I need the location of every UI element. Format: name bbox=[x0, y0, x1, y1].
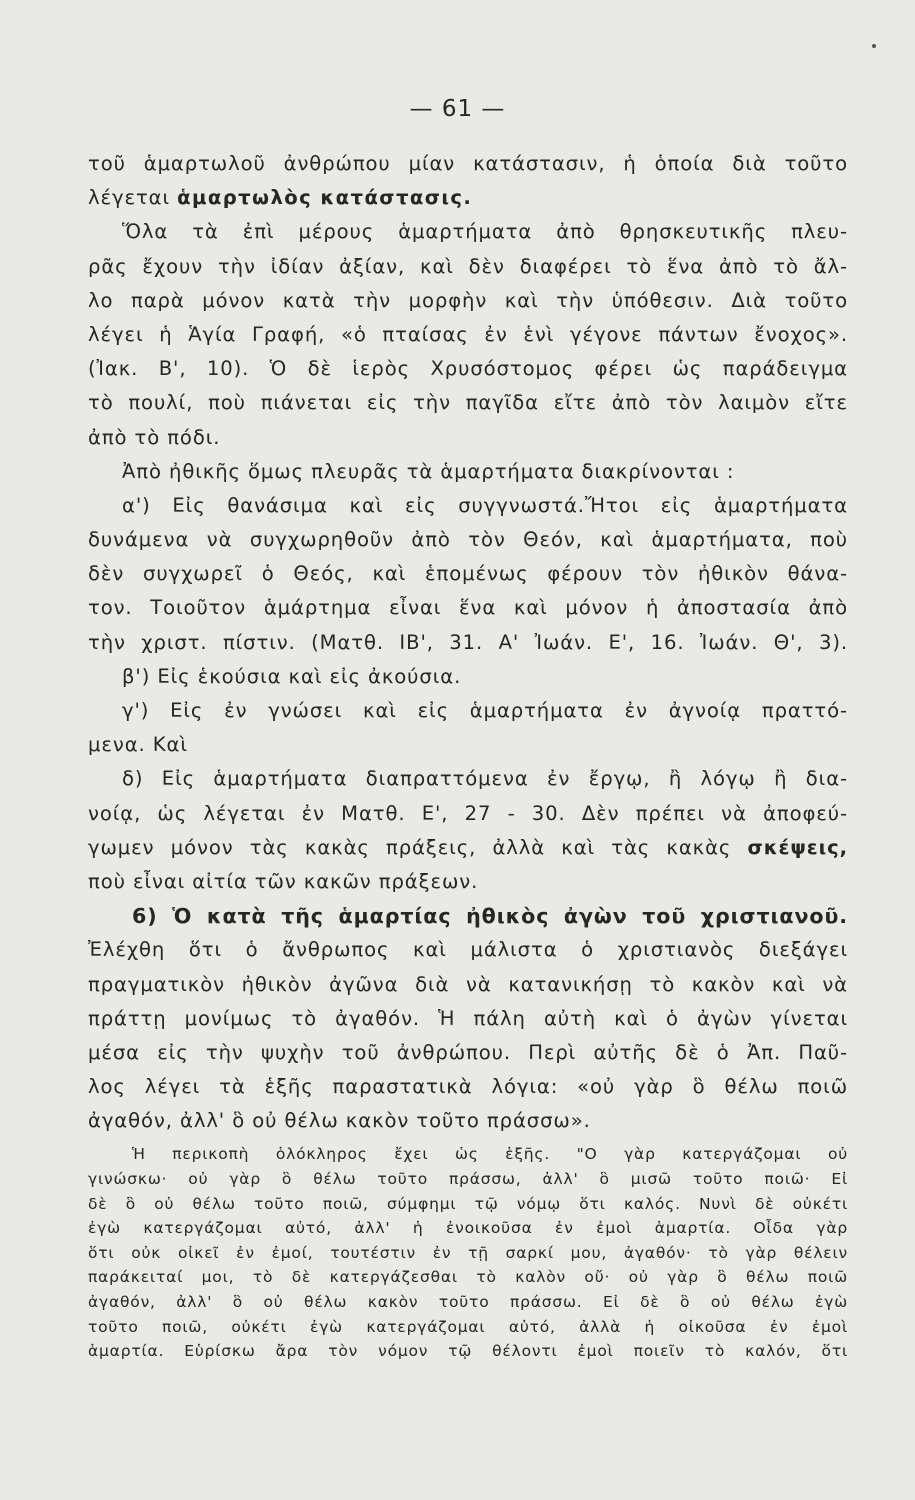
text-line: μέσα εἰς τὴν ψυχὴν τοῦ ἀνθρώπου. Περὶ αὐτῆς δὲ ὁ Ἀπ. Παῦ- bbox=[88, 1040, 848, 1064]
text-line: τὸ πουλί, ποὺ πιάνεται εἰς τὴν παγῖδα εἴτε ἀπὸ τὸν λαιμὸν εἴτε bbox=[88, 391, 848, 415]
list-item-line: β') Εἰς ἑκούσια καὶ εἰς ἀκούσια. bbox=[122, 664, 462, 688]
page-number: — 61 — bbox=[409, 96, 506, 122]
list-item-line: δ) Εἰς ἁμαρτήματα διαπραττόμενα ἐν ἔργῳ, ἢ λόγῳ ἢ δια- bbox=[122, 767, 848, 791]
list-item-line: γ') Εἰς ἐν γνώσει καὶ εἰς ἁμαρτήματα ἐν ἀγνοίᾳ πραττό- bbox=[122, 699, 848, 722]
text-fragment: γωμεν μόνον τὰς κακὰς πράξεις, ἀλλὰ καὶ τὰς κακὰς bbox=[88, 835, 748, 859]
footnote-line: ἀγαθόν, ἀλλ' ὃ οὐ θέλω κακὸν τοῦτο πράσσω. Εἰ δὲ ὃ οὐ θέλω ἐγὼ bbox=[88, 1293, 848, 1311]
bold-term: σκέψεις, bbox=[747, 835, 848, 859]
section-heading: 6) Ὁ κατὰ τῆς ἁμαρτίας ἠθικὸς ἀγὼν τοῦ χριστιανοῦ. bbox=[132, 904, 848, 929]
text-line: ρᾶς ἔχουν τὴν ἰδίαν ἀξίαν, καὶ δὲν διαφέρει τὸ ἕνα ἀπὸ τὸ ἄλ- bbox=[88, 254, 848, 278]
text-line: δὲν συγχωρεῖ ὁ Θεός, καὶ ἑπομένως φέρουν τὸν ἠθικὸν θάνα- bbox=[88, 562, 848, 586]
footnote-line: ἐγὼ κατεργάζομαι αὐτό, ἀλλ' ἡ ἐνοικοῦσα ἐν ἐμοὶ ἁμαρτία. Οἶδα γὰρ bbox=[88, 1219, 848, 1238]
text-line: νοίᾳ, ὡς λέγεται ἐν Ματθ. Ε', 27 - 30. Δὲν πρέπει νὰ ἀποφεύ- bbox=[88, 801, 848, 825]
text-line: λος λέγει τὰ ἑξῆς παραστατικὰ λόγια: «οὐ γὰρ ὃ θέλω ποιῶ bbox=[88, 1075, 848, 1099]
text-line: ἀγαθόν, ἀλλ' ὃ οὐ θέλω κακὸν τοῦτο πράσσω». bbox=[88, 1109, 591, 1133]
footnote bbox=[88, 1142, 848, 1363]
text-line: ἀπὸ τὸ πόδι. bbox=[88, 425, 221, 449]
bold-term: ἁμαρτωλὸς κατάστασις. bbox=[177, 186, 473, 210]
text-line: λέγει ἡ Ἁγία Γραφή, «ὁ πταίσας ἐν ἑνὶ γέγονε πάντων ἔνοχος». bbox=[88, 322, 848, 346]
main-text bbox=[88, 147, 848, 1364]
footnote-line: γινώσκω· οὐ γὰρ ὃ θέλω τοῦτο πράσσω, ἀλλ' ὃ μισῶ τοῦτο ποιῶ· Εἰ bbox=[88, 1170, 848, 1189]
text-line: πραγματικὸν ἠθικὸν ἀγῶνα διὰ νὰ κατανικήσῃ τὸ κακὸν καὶ νὰ bbox=[88, 972, 848, 996]
text-line: λο παρὰ μόνον κατὰ τὴν μορφὴν καὶ τὴν ὑπόθεσιν. Διὰ τοῦτο bbox=[88, 288, 848, 312]
footnote-line: ὅτι οὐκ οἰκεῖ ἐν ἐμοί, τουτέστιν ἐν τῇ σαρκί μου, ἀγαθόν· τὸ γὰρ θέλειν bbox=[88, 1243, 848, 1262]
footnote-line: τοῦτο ποιῶ, οὐκέτι ἐγὼ κατεργάζομαι αὐτό, ἀλλὰ ἡ οἰκοῦσα ἐν ἐμοὶ bbox=[88, 1317, 848, 1336]
text-line: τον. Τοιοῦτον ἁμάρτημα εἶναι ἕνα καὶ μόνον ἡ ἀποστασία ἀπὸ bbox=[88, 596, 848, 620]
text-line bbox=[88, 831, 848, 865]
text-fragment: λέγεται bbox=[88, 186, 178, 210]
text-line: μενα. Καὶ bbox=[88, 733, 188, 757]
footnote-line: δὲ ὃ οὐ θέλω τοῦτο ποιῶ, σύμφημι τῷ νόμῳ ὅτι καλός. Νυνὶ δὲ οὐκέτι bbox=[88, 1194, 848, 1213]
footnote-line: Ἡ περικοπὴ ὁλόκληρος ἔχει ὡς ἑξῆς. "Ο γὰρ κατεργάζομαι οὐ bbox=[132, 1145, 848, 1164]
text-line: Ἐλέχθη ὅτι ὁ ἄνθρωπος καὶ μάλιστα ὁ χριστιανὸς διεξάγει bbox=[88, 938, 848, 962]
text-line: τὴν χριστ. πίστιν. (Ματθ. ΙΒ', 31. Α' Ἰωάν. Ε', 16. Ἰωάν. Θ', 3). bbox=[88, 630, 848, 654]
paragraph-start-line: Ἀπὸ ἠθικῆς ὅμως πλευρᾶς τὰ ἁμαρτήματα διακρίνονται : bbox=[122, 459, 735, 483]
text-line: δυνάμενα νὰ συγχωρηθοῦν ἀπὸ τὸν Θεόν, καὶ ἁμαρτήματα, ποὺ bbox=[88, 528, 848, 552]
text-line: πράττῃ μονίμως τὸ ἀγαθόν. Ἡ πάλη αὐτὴ καὶ ὁ ἀγὼν γίνεται bbox=[88, 1006, 848, 1030]
text-line: τοῦ ἁμαρτωλοῦ ἀνθρώπου μίαν κατάστασιν, ἡ ὁποία διὰ τοῦτο bbox=[88, 152, 848, 175]
paragraph-start-line: Ὅλα τὰ ἐπὶ μέρους ἁμαρτήματα ἀπὸ θρησκευτικῆς πλευ- bbox=[122, 220, 848, 244]
footnote-line: ἁμαρτία. Εὑρίσκω ἄρα τὸν νόμον τῷ θέλοντι ἐμοὶ ποιεῖν τὸ καλόν, ὅτι bbox=[88, 1342, 848, 1361]
ink-speck bbox=[872, 44, 876, 48]
footnote-line: παράκειταί μοι, τὸ δὲ κατεργάζεσθαι τὸ καλὸν οὔ· οὐ γὰρ ὃ θέλω ποιῶ bbox=[88, 1268, 848, 1287]
list-item-line: α') Εἰς θανάσιμα καὶ εἰς συγγνωστά.Ἤτοι εἰς ἁμαρτήματα bbox=[122, 493, 848, 517]
text-line: (Ἰακ. Β', 10). Ὁ δὲ ἱερὸς Χρυσόστομος φέρει ὡς παράδειγμα bbox=[88, 357, 848, 381]
text-line bbox=[88, 181, 848, 215]
text-line: ποὺ εἶναι αἰτία τῶν κακῶν πράξεων. bbox=[88, 869, 479, 893]
